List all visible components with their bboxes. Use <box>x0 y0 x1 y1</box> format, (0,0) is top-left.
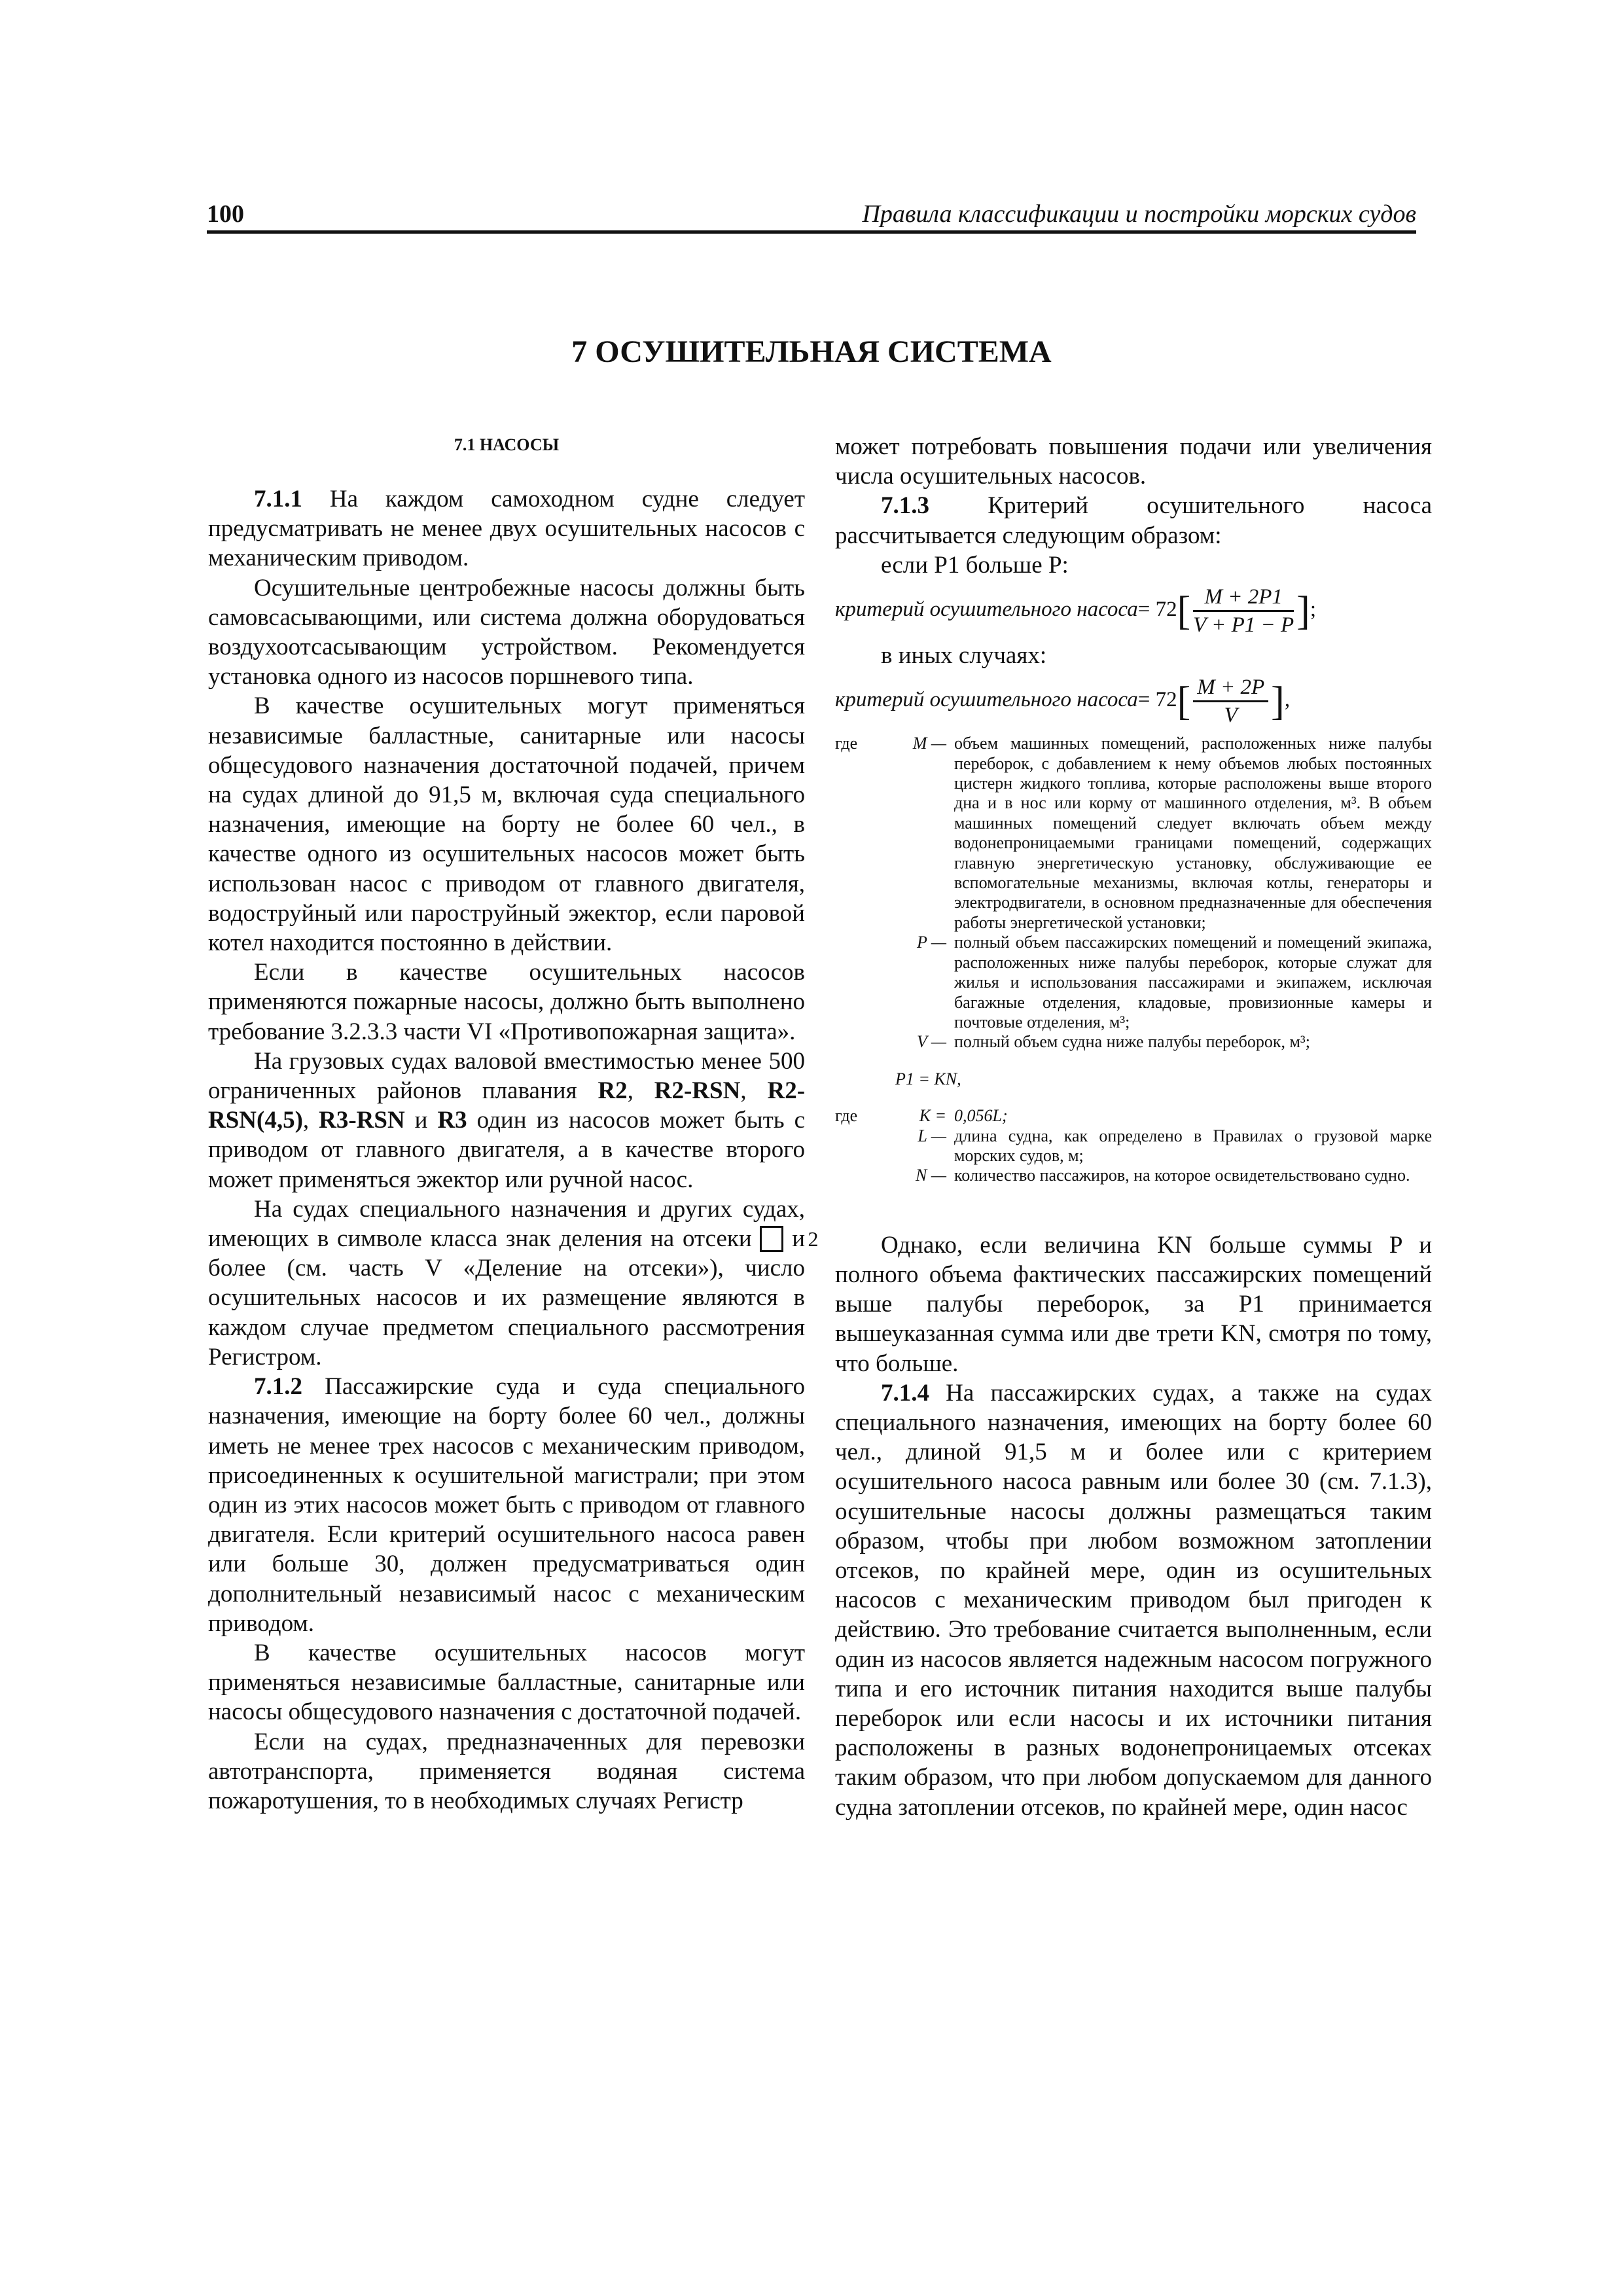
definition-symbol: V — <box>916 1032 946 1052</box>
header-rule <box>207 230 1416 234</box>
definition-row <box>835 1166 1432 1185</box>
clause-number: 7.1.4 <box>881 1379 929 1407</box>
paragraph <box>208 1047 805 1194</box>
formula-label: критерий осушительного насоса <box>835 598 1138 622</box>
paragraph: В качестве осушительных насосов могут применяться независимые балластные, санитарные или насосы общесудового назначения с достаточной подачей. <box>208 1639 805 1726</box>
numerator: M + 2P <box>1193 674 1268 702</box>
fraction <box>1193 584 1294 638</box>
definition-symbol: L — <box>918 1126 946 1145</box>
paragraph: В качестве осушительных могут применяться независимые балластные, санитарные или насосы общесудового назначения достаточной подачей, причем на судах длиной до 91,5 м, включая суда специального назначения, имеющие на борту не более 60 чел., в качестве одного из осушительных насосов может быть использован насос с приводом от главного двигателя, водоструйный или пароструйный эжектор, если паровой котел находится постоянно в действии. <box>208 692 805 957</box>
definition-row <box>835 1126 1432 1166</box>
text: На судах специального назначения и других судах, имеющих в символе класса знак деления на отсеки <box>208 1195 805 1253</box>
spacer <box>835 1166 886 1185</box>
formula-eq: = 72 <box>1137 598 1177 622</box>
paragraph: может потребовать повышения подачи или увеличения числа осушительных насосов. <box>835 433 1432 490</box>
paragraph-7-1-1 <box>208 484 805 573</box>
paragraph-text: На пассажирских судах, а также на судах специального назначения, имеющих на борту более 60 чел., длиной 91,5 м и более или с критерием осушительного насоса равным или более 30 (см. 7.1.3), осушительные насосы должны размещаться таким образом, чтобы при любом возможном затоплении отсеков, по крайней мере, один из осушительных насосов с механическим приводом был пригоден к действию. Это требование считается выполненным, если один из насосов является надежным насосом погружного типа и его источник питания находится выше палубы переборок или если насосы и их источники питания расположены в разных водонепроницаемых отсеках таким образом, что при любом допускаемом для данного судна затоплении отсеков, по крайней мере, один насос <box>835 1379 1432 1821</box>
denominator: V <box>1224 704 1238 728</box>
definition-symbol: P — <box>916 933 946 952</box>
definition-row <box>835 933 1432 1032</box>
equation-p1: P1 = KN, <box>895 1069 961 1088</box>
text: и <box>404 1107 438 1134</box>
definition-text: полный объем судна ниже палубы переборок, м³; <box>954 1032 1310 1052</box>
spacer <box>835 1032 886 1052</box>
definition-text: количество пассажиров, на которое освидетельствовано судно. <box>954 1166 1410 1185</box>
text: На грузовых судах валовой вместимостью менее 500 ограниченных районов плавания <box>208 1047 805 1105</box>
equation-row <box>835 1069 1432 1089</box>
formula-eq: = 72 <box>1137 688 1177 712</box>
paragraph <box>208 1194 819 1372</box>
definition-text: объем машинных помещений, расположенных ниже палубы переборок, с добавлением к нему объемов любых постоянных цистерн жидкого топлива, которые расположены выше второго дна и в нос или корму от машинного отделения, м³. В объем машинных помещений следует включать объем между водонепроницаемыми границами помещений, содержащих главную энергетическую установку, обслуживающие ее вспомогательные механизмы, включая котлы, генераторы и электродвигатели, в основном предназначенные для обеспечения работы энергетической установки; <box>954 734 1432 932</box>
paragraph: Если на судах, предназначенных для перевозки автотранспорта, применяется водяная система пожаротушения, то в необходимых случаях Регистр <box>208 1728 805 1814</box>
clause-number: 7.1.3 <box>881 492 929 520</box>
section-title: 7.1 НАСОСЫ <box>454 435 560 454</box>
bracket-close: ] <box>1271 679 1285 724</box>
numerator: M + 2P1 <box>1193 584 1294 612</box>
bracket-open: [ <box>1177 588 1191 634</box>
paragraph-text: На каждом самоходном судне следует предусматривать не менее двух осушительных насосов с механическим приводом. <box>208 486 805 572</box>
definition-text: полный объем пассажирских помещений и помещений экипажа, расположенных ниже палубы переборок, которые служат для жилья и использования пассажирами и экипажем, исключая багажные отделения, кладовые, провизионные камеры и почтовые отделения, м³; <box>954 933 1432 1031</box>
spacer <box>835 1069 886 1089</box>
paragraph-text: Критерий осушительного насоса рассчитывается следующим образом: <box>835 492 1432 549</box>
formula-1 <box>835 584 1432 638</box>
definition-symbol: K = <box>919 1106 946 1126</box>
right-column <box>835 432 1432 1822</box>
formula-end: ; <box>1310 598 1316 622</box>
definition-symbol: M — <box>912 734 946 753</box>
area-code: R3-RSN <box>319 1107 405 1134</box>
area-code: R2 <box>597 1077 628 1105</box>
definition-text: длина судна, как определено в Правилах о грузовой марке морских судов, м; <box>954 1126 1432 1165</box>
definition-symbol: N — <box>916 1166 946 1185</box>
text: , <box>740 1077 768 1105</box>
chapter-title: 7 ОСУШИТЕЛЬНАЯ СИСТЕМА <box>571 334 1052 369</box>
definition-row <box>835 734 1432 933</box>
denominator: V + P1 − P <box>1193 613 1294 637</box>
where-label: где <box>835 734 858 753</box>
formula-2 <box>835 674 1432 728</box>
paragraph-text: Пассажирские суда и суда специального назначения, имеющие на борту более 60 чел., должны иметь не менее трех насосов с механическим приводом, присоединенных к осушительной магистрали; при этом один из этих насосов может быть с приводом от главного двигателя. Если критерий осушительного насоса равен или больше 30, должен предусматриваться один дополнительный независимый насос с механическим приводом. <box>208 1373 805 1637</box>
fraction <box>1193 674 1268 728</box>
running-title: Правила классификации и постройки морских судов <box>862 200 1416 228</box>
text: и более (см. часть V «Деление на отсеки»), число осушительных насосов и их размещение являются в каждом случае предметом специального рассмотрения Регистром. <box>208 1225 805 1371</box>
spacer <box>835 933 886 1032</box>
formula-end: , <box>1284 688 1291 712</box>
page-number: 100 <box>207 200 244 228</box>
text: один из насосов может быть с приводом от главного двигателя, а в качестве второго может применяться эжектор или ручной насос. <box>208 1107 805 1193</box>
definition-row <box>835 1106 1432 1126</box>
paragraph-7-1-3 <box>835 491 1432 550</box>
text: , <box>302 1107 319 1134</box>
where-label: где <box>835 1106 858 1126</box>
spacer <box>835 1126 886 1166</box>
clause-number: 7.1.2 <box>254 1373 302 1401</box>
bracket-close: ] <box>1296 588 1310 634</box>
paragraph: Осушительные центробежные насосы должны быть самовсасывающими, или система должна оборудоваться воздухоотсасывающим устройством. Рекомендуется установка одного из насосов поршневого типа. <box>208 574 805 691</box>
paragraph: Однако, если величина KN больше суммы P и полного объема фактических пассажирских помещений выше палубы переборок, за P1 принимается вышеуказанная сумма или две трети KN, смотря по тому, что больше. <box>835 1231 1432 1377</box>
definition-text: 0,056L; <box>954 1106 1008 1126</box>
clause-number: 7.1.1 <box>254 486 302 512</box>
area-code: R3 <box>437 1107 467 1134</box>
formula-label: критерий осушительного насоса <box>835 688 1138 712</box>
area-code: R2-RSN <box>654 1077 741 1105</box>
text: , <box>627 1077 654 1105</box>
bracket-open: [ <box>1177 679 1191 724</box>
paragraph-7-1-4 <box>835 1378 1432 1822</box>
left-column <box>208 432 819 1816</box>
condition-text: если P1 больше P: <box>881 551 1069 579</box>
area-code: R2-RSN(4,5) <box>208 1077 806 1134</box>
paragraph: Если в качестве осушительных насосов применяются пожарные насосы, должно быть выполнено требование 3.2.3.3 части VI «Противопожарная защита». <box>208 959 805 1045</box>
condition-text: в иных случаях: <box>881 642 1047 670</box>
paragraph-7-1-2 <box>208 1372 805 1638</box>
boxed-number: 2 <box>760 1226 783 1252</box>
definitions-list <box>835 734 1432 1186</box>
definition-row <box>835 1032 1432 1052</box>
